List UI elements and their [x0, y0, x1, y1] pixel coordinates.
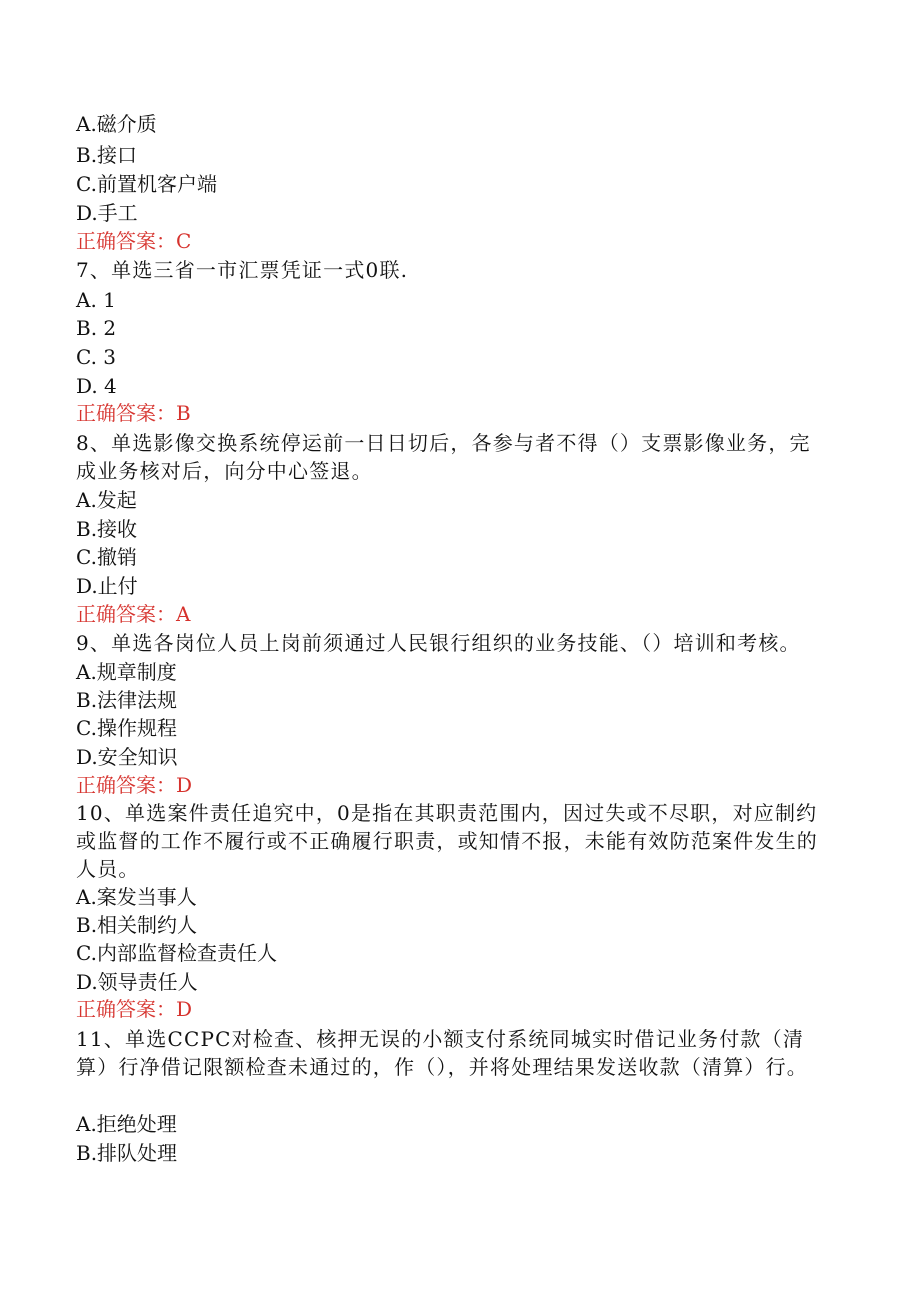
option-line: A.案发当事人 [76, 885, 197, 909]
correct-answer: 正确答案：C [76, 229, 192, 253]
option-line: C.操作规程 [76, 716, 177, 740]
option-line: D.安全知识 [76, 745, 178, 769]
option-line: A. 1 [76, 288, 116, 312]
question-text: 10、单选案件责任追究中，0是指在其职责范围内，因过失或不尽职，对应制约或监督的工作不履行或不正确履行职责，或知情不报，未能有效防范案件发生的人员。 [76, 801, 818, 881]
option-line: B.相关制约人 [76, 913, 198, 937]
option-line: D.止付 [76, 574, 138, 598]
option-line: A.发起 [76, 488, 137, 512]
correct-answer: 正确答案：A [76, 602, 191, 626]
option-line: C.内部监督检查责任人 [76, 941, 277, 965]
question-text: 8、单选影像交换系统停运前一日日切后，各参与者不得（）支票影像业务，完成业务核对后，向分中心签退。 [76, 431, 811, 483]
question-text: 9、单选各岗位人员上岗前须通过人民银行组织的业务技能、（）培训和考核。 [76, 631, 801, 655]
option-line: A.拒绝处理 [76, 1112, 177, 1136]
option-line: D.手工 [76, 201, 138, 225]
option-line: B.接收 [76, 517, 138, 541]
correct-answer: 正确答案：D [76, 997, 193, 1021]
option-line: A.规章制度 [76, 660, 177, 684]
option-line: B. 2 [76, 316, 117, 340]
correct-answer: 正确答案：B [76, 401, 191, 425]
option-line: C.撤销 [76, 545, 137, 569]
option-line: B.接口 [76, 143, 138, 167]
question-text: 7、单选三省一市汇票凭证一式0联. [76, 258, 409, 282]
option-line: A.磁介质 [76, 112, 157, 136]
correct-answer: 正确答案：D [76, 773, 193, 797]
option-line: C.前置机客户端 [76, 172, 217, 196]
option-line: B.法律法规 [76, 688, 178, 712]
option-line: B.排队处理 [76, 1141, 178, 1165]
question-text: 11、单选CCPC对检查、核押无误的小额支付系统同城实时借记业务付款（清算）行净借记限额检查未通过的，作（），并将处理结果发送收款（清算）行。 [76, 1027, 808, 1079]
option-line: C. 3 [76, 345, 117, 369]
option-line: D. 4 [76, 374, 117, 398]
option-line: D.领导责任人 [76, 970, 198, 994]
